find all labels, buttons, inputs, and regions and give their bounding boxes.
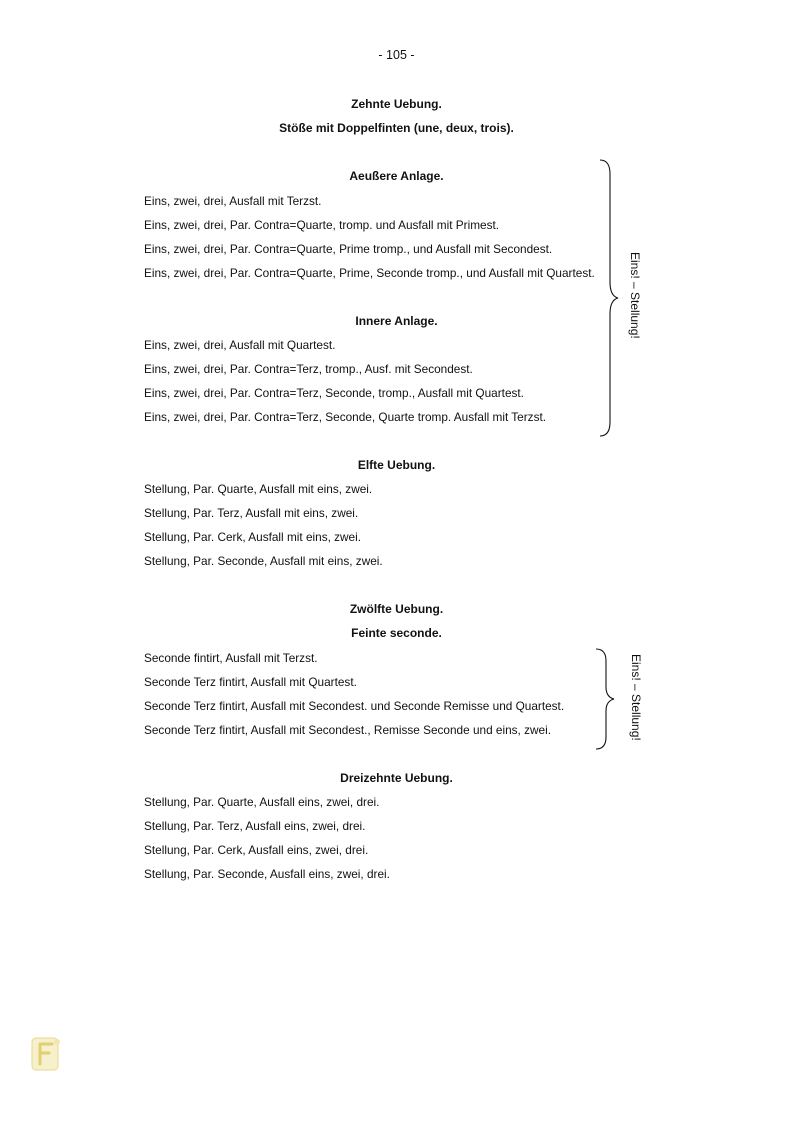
ex10-side-label: Eins! – Stellung! [628, 252, 642, 339]
ex13-line-2: Stellung, Par. Terz, Ausfall eins, zwei, drei. [144, 819, 366, 833]
watermark-logo-icon [28, 1034, 64, 1074]
ex11-line-3: Stellung, Par. Cerk, Ausfall mit eins, zwei. [144, 530, 362, 544]
ex10-inner-line-2: Eins, zwei, drei, Par. Contra=Terz, tromp., Ausf. mit Secondest. [144, 362, 473, 376]
ex12-line-1: Seconde fintirt, Ausfall mit Terzst. [144, 651, 318, 665]
ex13-line-1: Stellung, Par. Quarte, Ausfall eins, zwei, drei. [144, 795, 380, 809]
ex11-line-4: Stellung, Par. Seconde, Ausfall mit eins, zwei. [144, 554, 383, 568]
ex11-line-1: Stellung, Par. Quarte, Ausfall mit eins, zwei. [144, 482, 373, 496]
ex10-outer-line-2: Eins, zwei, drei, Par. Contra=Quarte, tromp. und Ausfall mit Primest. [144, 218, 500, 232]
ex13-line-3: Stellung, Par. Cerk, Ausfall eins, zwei, drei. [144, 843, 369, 857]
ex10-subtitle: Stöße mit Doppelfinten (une, deux, trois). [279, 121, 514, 135]
ex12-line-3: Seconde Terz fintirt, Ausfall mit Secondest. und Seconde Remisse und Quartest. [144, 699, 565, 713]
ex10-inner-line-1: Eins, zwei, drei, Ausfall mit Quartest. [144, 338, 336, 352]
ex10-outer-line-1: Eins, zwei, drei, Ausfall mit Terzst. [144, 194, 322, 208]
ex12-subtitle: Feinte seconde. [351, 626, 442, 640]
ex13-title: Dreizehnte Uebung. [340, 771, 453, 785]
ex12-line-4: Seconde Terz fintirt, Ausfall mit Secondest., Remisse Seconde und eins, zwei. [144, 723, 551, 737]
ex13-line-4: Stellung, Par. Seconde, Ausfall eins, zwei, drei. [144, 867, 390, 881]
ex10-inner-line-4: Eins, zwei, drei, Par. Contra=Terz, Seconde, Quarte tromp. Ausfall mit Terzst. [144, 410, 547, 424]
ex12-line-2: Seconde Terz fintirt, Ausfall mit Quartest. [144, 675, 357, 689]
ex10-brace [598, 158, 620, 438]
ex12-title: Zwölfte Uebung. [349, 602, 444, 616]
ex11-title: Elfte Uebung. [357, 458, 436, 472]
ex10-outer-line-4: Eins, zwei, drei, Par. Contra=Quarte, Prime, Seconde tromp., und Ausfall mit Quartest. [144, 266, 595, 280]
page-number: - 105 - [378, 48, 415, 62]
ex12-brace [594, 647, 616, 751]
ex10-outer-heading: Aeußere Anlage. [349, 169, 444, 183]
ex11-line-2: Stellung, Par. Terz, Ausfall mit eins, zwei. [144, 506, 359, 520]
ex10-title: Zehnte Uebung. [351, 97, 442, 111]
ex10-outer-line-3: Eins, zwei, drei, Par. Contra=Quarte, Prime tromp., und Ausfall mit Secondest. [144, 242, 553, 256]
ex12-side-label: Eins! – Stellung! [629, 654, 643, 741]
ex10-inner-heading: Innere Anlage. [355, 314, 438, 328]
ex10-inner-line-3: Eins, zwei, drei, Par. Contra=Terz, Seconde, tromp., Ausfall mit Quartest. [144, 386, 524, 400]
